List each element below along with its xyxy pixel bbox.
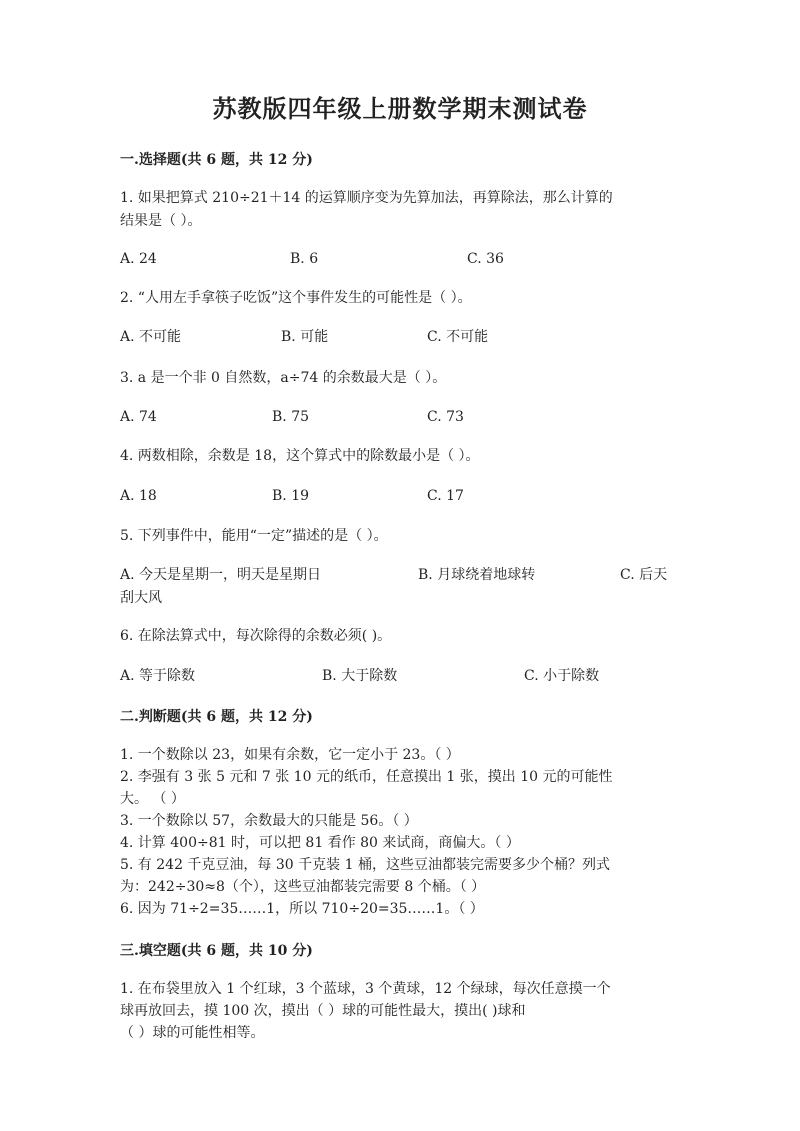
choice-q1-option-b: B. 6 xyxy=(290,251,319,267)
choice-q6-line1: 6. 在除法算式中，每次除得的余数必须( )。 xyxy=(120,628,392,644)
page-title: 苏教版四年级上册数学期末测试卷 xyxy=(212,94,588,123)
choice-q5-option-c-continuation: 刮大风 xyxy=(120,590,162,606)
section-heading-choice: 一.选择题(共 6 题，共 12 分) xyxy=(120,152,313,168)
choice-q1-line1: 1. 如果把算式 210÷21＋14 的运算顺序变为先算加法，再算除法，那么计算的 xyxy=(120,190,613,206)
fill-line-3: （ ）球的可能性相等。 xyxy=(120,1025,265,1041)
judge-line-5: 4. 计算 400÷81 时，可以把 81 看作 80 来试商，商偏大。（ ） xyxy=(120,835,520,851)
section-heading-fill: 三.填空题(共 6 题，共 10 分) xyxy=(120,943,313,959)
choice-q4-line1: 4. 两数相除，余数是 18，这个算式中的除数最小是（ ）。 xyxy=(120,448,480,464)
choice-q2-line1: 2. “人用左手拿筷子吃饭”这个事件发生的可能性是（ ）。 xyxy=(120,290,472,306)
choice-q5-option-c: C. 后天 xyxy=(620,567,668,583)
choice-q6-option-a: A. 等于除数 xyxy=(120,668,196,684)
choice-q3-option-c: C. 73 xyxy=(427,409,464,425)
choice-q5-option-a: A. 今天是星期一，明天是星期日 xyxy=(120,567,322,583)
judge-line-7: 为：242÷30≈8（个），这些豆油都装完需要 8 个桶。（ ） xyxy=(120,879,486,895)
choice-q6-option-c: C. 小于除数 xyxy=(524,668,600,684)
choice-q1-option-a: A. 24 xyxy=(120,251,157,267)
choice-q2-option-c: C. 不可能 xyxy=(427,329,489,345)
judge-line-1: 1. 一个数除以 23，如果有余数，它一定小于 23。（ ） xyxy=(120,747,460,763)
judge-line-4: 3. 一个数除以 57，余数最大的只能是 56。（ ） xyxy=(120,813,418,829)
fill-line-2: 球再放回去，摸 100 次，摸出（ ）球的可能性最大，摸出( )球和 xyxy=(120,1003,526,1019)
choice-q2-option-a: A. 不可能 xyxy=(120,329,182,345)
fill-line-1: 1. 在布袋里放入 1 个红球，3 个蓝球，3 个黄球，12 个绿球，每次任意摸一个 xyxy=(120,981,611,997)
choice-q3-option-b: B. 75 xyxy=(272,409,310,425)
judge-line-3: 大。 （ ） xyxy=(120,791,185,807)
choice-q1-option-c: C. 36 xyxy=(467,251,504,267)
choice-q1-line2: 结果是（ ）。 xyxy=(120,213,202,229)
choice-q4-option-b: B. 19 xyxy=(272,488,310,504)
judge-line-2: 2. 李强有 3 张 5 元和 7 张 10 元的纸币，任意摸出 1 张，摸出 10 元的可能性 xyxy=(120,769,613,785)
choice-q5-option-b: B. 月球绕着地球转 xyxy=(418,567,536,583)
choice-q4-option-c: C. 17 xyxy=(427,488,464,504)
choice-q5-line1: 5. 下列事件中，能用“一定”描述的是（ ）。 xyxy=(120,528,388,544)
judge-line-6: 5. 有 242 千克豆油，每 30 千克装 1 桶，这些豆油都装完需要多少个桶？列式 xyxy=(120,857,610,873)
section-heading-judge: 二.判断题(共 6 题，共 12 分) xyxy=(120,709,313,725)
choice-q3-line1: 3. a 是一个非 0 自然数，a÷74 的余数最大是（ ）。 xyxy=(120,370,447,386)
choice-q6-option-b: B. 大于除数 xyxy=(322,668,398,684)
choice-q3-option-a: A. 74 xyxy=(120,409,157,425)
judge-line-8: 6. 因为 71÷2=35……1，所以 710÷20=35……1。（ ） xyxy=(120,901,484,917)
choice-q2-option-b: B. 可能 xyxy=(281,329,329,345)
choice-q4-option-a: A. 18 xyxy=(120,488,157,504)
